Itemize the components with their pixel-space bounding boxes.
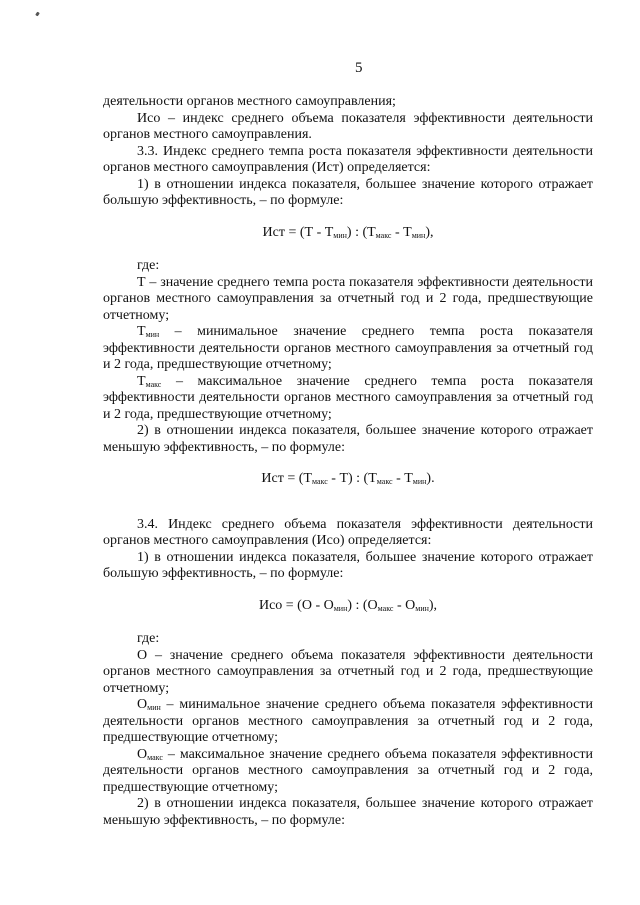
paragraph-3-4: 3.4. Индекс среднего объема показателя эффективности деятельности органов местного самоуправления (Исо) определяется: <box>103 516 593 548</box>
page-number: 5 <box>355 60 363 76</box>
formula-ist-2: Ист = $(Т_{макс} - Т)$ : $(Т_{макс} - Т_{мин})$. <box>261 471 435 486</box>
formula-ist-1: Ист = $(Т - Т_{мин})$ : $(Т_{макс} - Т_{мин})$, <box>262 224 434 240</box>
paragraph-tmax-definition: $Т_{макс}$ – максимальное значение среднего темпа роста показателя эффективности деятельности органов местного самоуправления за отчетный год и 2 года, предшествующие отчетному; <box>103 373 593 422</box>
paragraph-iso-definition: Исо – индекс среднего объема показателя эффективности деятельности органов местного самоуправления. <box>103 110 593 142</box>
formula-iso-1: Исо = $(О - О_{мин})$ : $(О_{макс} - О_{мин})$, <box>258 597 438 613</box>
paragraph-omax-definition: $О_{макс}$ – максимальное значение среднего объема показателя эффективности деятельности органов местного самоуправления за отчетный год и 2 года, предшествующие отчетному; <box>103 746 593 795</box>
where-label-2: где: <box>137 631 160 646</box>
paragraph-case-2b: 2) в отношении индекса показателя, большее значение которого отражает меньшую эффективность, – по формуле: <box>103 796 593 828</box>
paragraph-1: деятельности органов местного самоуправления; <box>103 94 396 109</box>
where-label-1: где: <box>137 258 160 273</box>
paragraph-case-1: 1) в отношении индекса показателя, большее значение которого отражает большую эффективность, – по формуле: <box>103 176 593 208</box>
paragraph-case-2: 2) в отношении индекса показателя, большее значение которого отражает меньшую эффективность, – по формуле: <box>103 423 593 455</box>
scan-speck <box>35 12 40 17</box>
paragraph-t-definition: Т – значение среднего темпа роста показателя эффективности деятельности органов местного самоуправления за отчетный год и 2 года, предшествующие отчетному; <box>103 274 593 323</box>
paragraph-omin-definition: $О_{мин}$ – минимальное значение среднего объема показателя эффективности деятельности органов местного самоуправления за отчетный год и 2 года, предшествующие отчетному; <box>103 697 593 745</box>
paragraph-tmin-definition: $Т_{мин}$ – минимальное значение среднего темпа роста показателя эффективности деятельности органов местного самоуправления за отчетный год и 2 года, предшествующие отчетному; <box>103 324 593 372</box>
document-body <box>103 94 593 829</box>
paragraph-case-1b: 1) в отношении индекса показателя, большее значение которого отражает большую эффективность, – по формуле: <box>103 549 593 581</box>
paragraph-o-definition: О – значение среднего объема показателя эффективности деятельности органов местного самоуправления за отчетный год и 2 года, предшествующие отчетному; <box>103 647 593 696</box>
paragraph-3-3: 3.3. Индекс среднего темпа роста показателя эффективности деятельности органов местного самоуправления (Ист) определяется: <box>103 143 593 175</box>
